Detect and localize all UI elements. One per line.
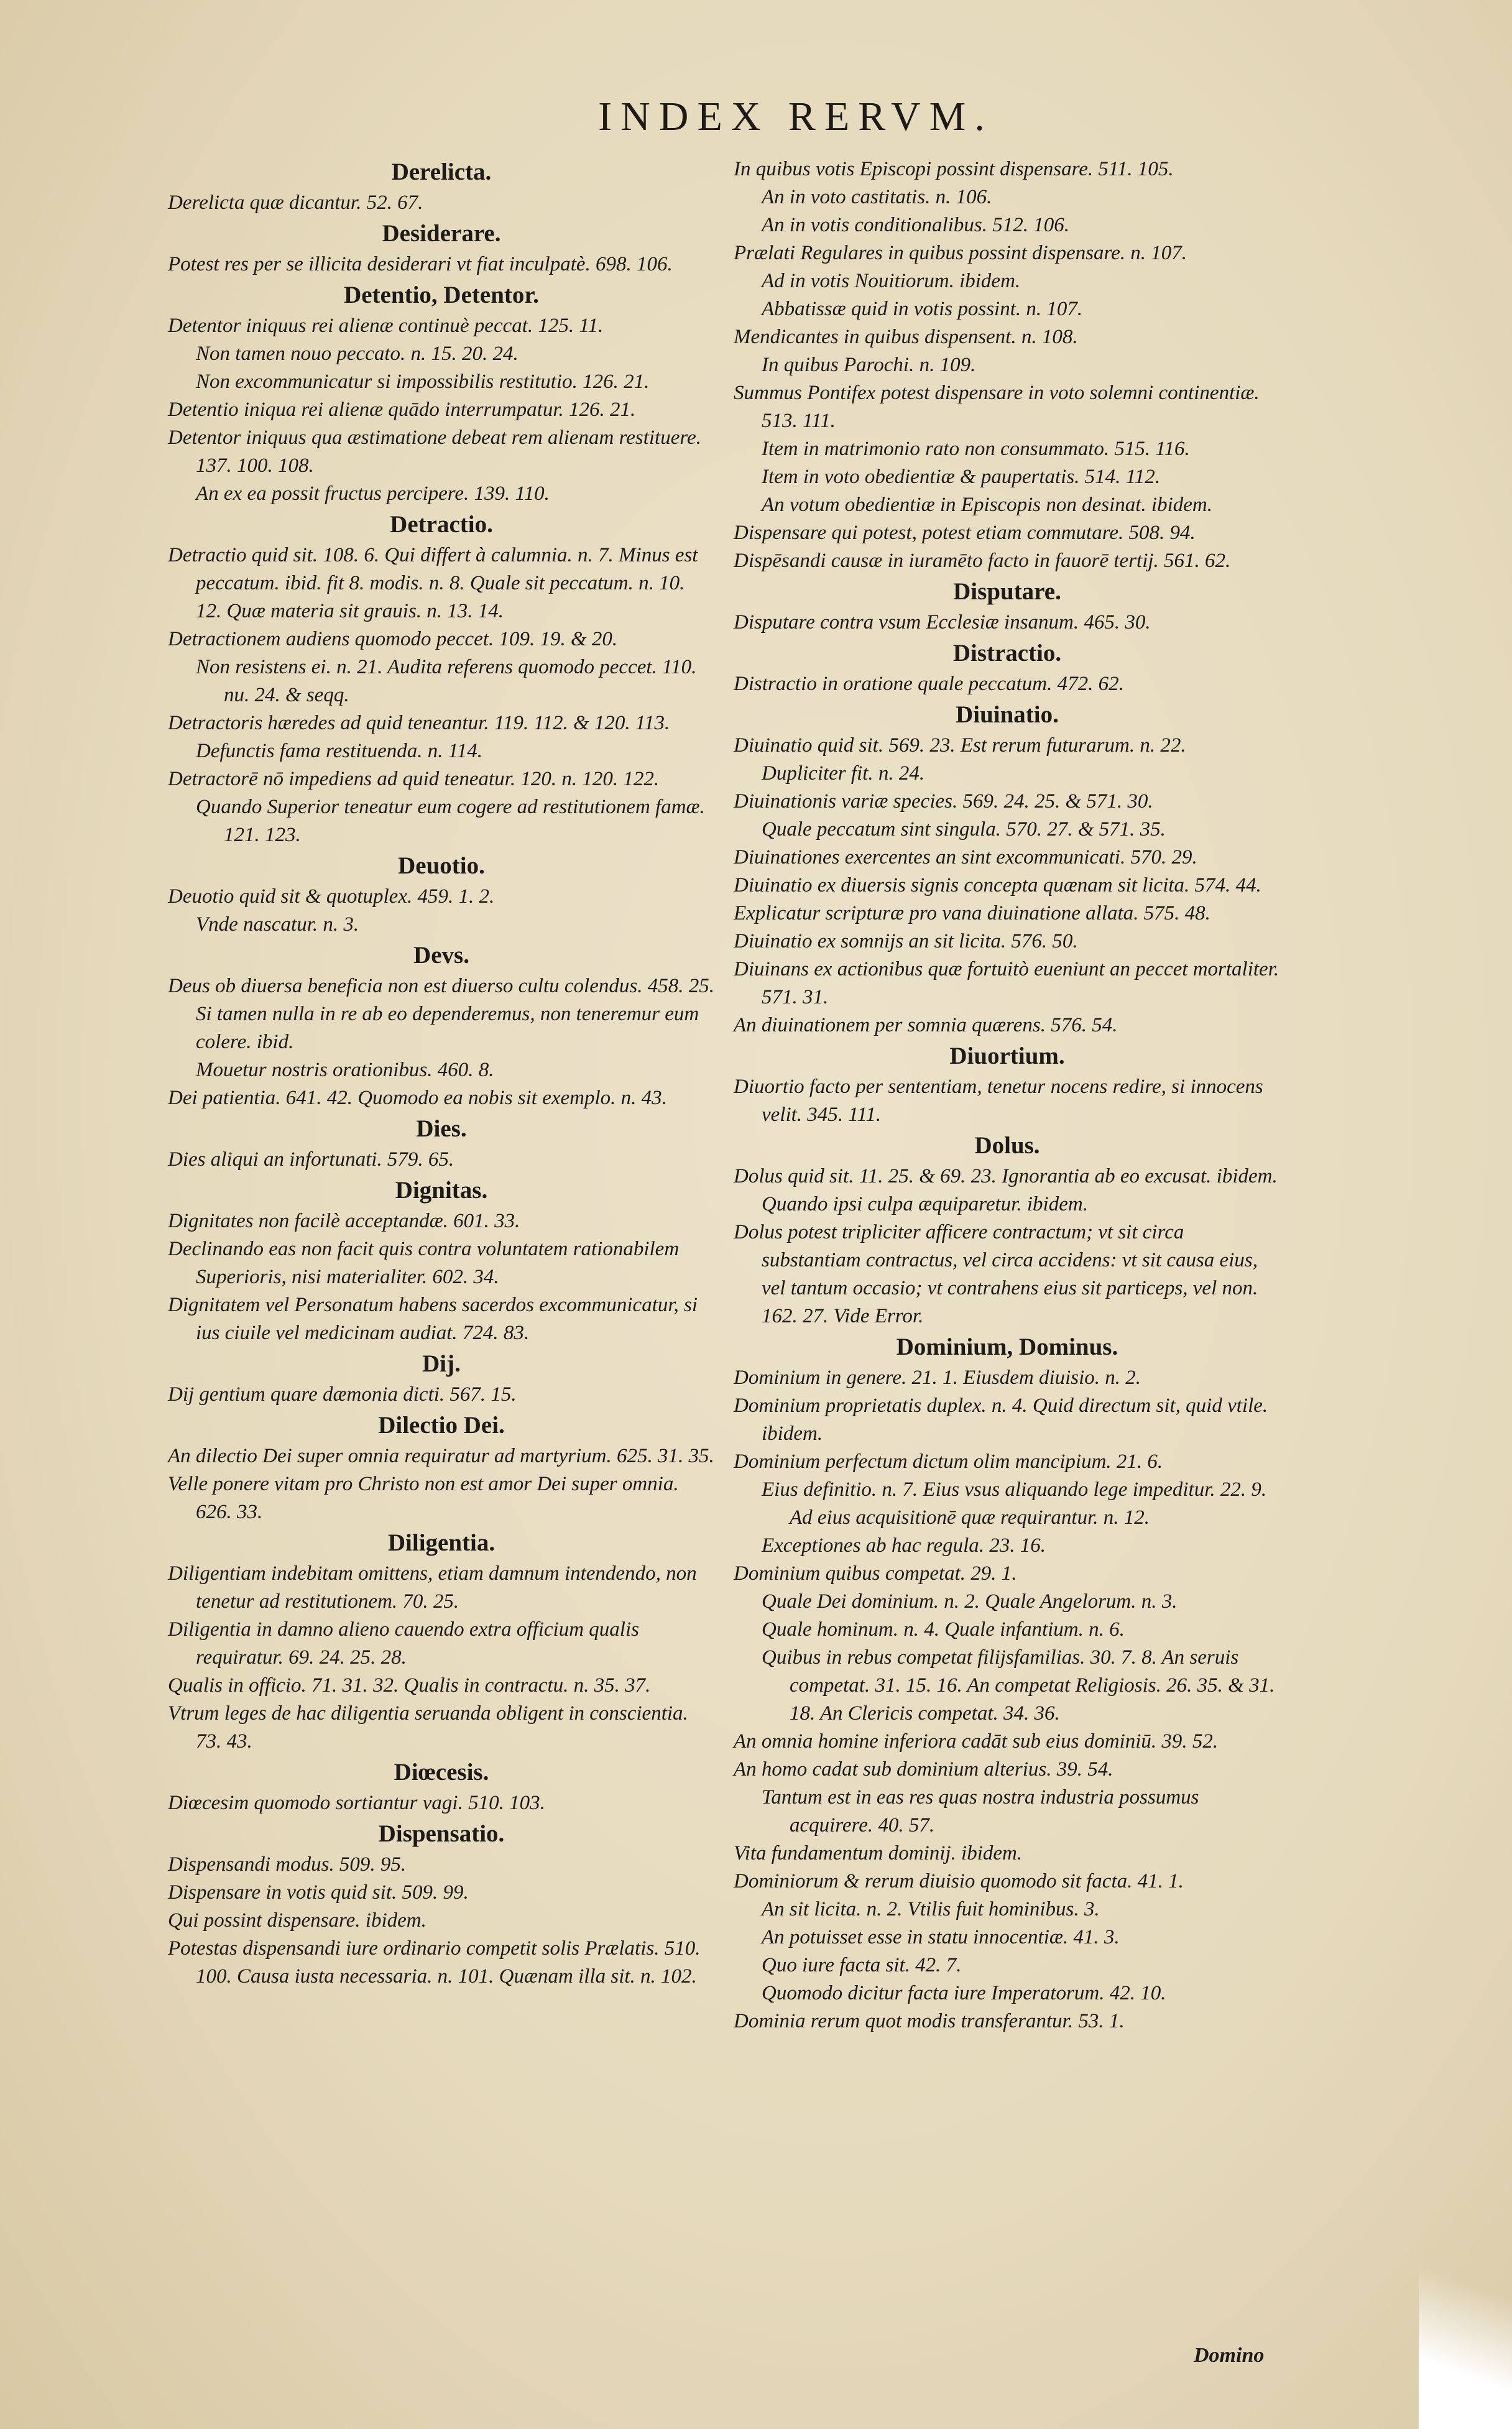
index-entry: Detractorē nō impediens ad quid teneatur. 120. n. 120. 122. bbox=[168, 768, 660, 790]
index-entry: Diuinatio ex diuersis signis concepta quænam sit licita. 574. 44. bbox=[734, 874, 1261, 896]
running-header: INDEX RERVM. bbox=[598, 94, 993, 139]
index-entry: Potest res per se illicita desiderari vt fiat inculpatè. 698. 106. bbox=[168, 253, 673, 275]
index-entry: Item in matrimonio rato non consummato. 515. 116. bbox=[762, 438, 1190, 460]
index-entry: Qualis in officio. 71. 31. 32. Qualis in contractu. n. 35. 37. bbox=[168, 1674, 651, 1697]
index-entry: Dolus potest tripliciter afficere contractum; vt sit circa substantiam contractus, vel circa accidens: vt sit causa eius, vel tantum occasio; vt contrahens eius sit particeps, vel non. 162. 27. Vide Error. bbox=[734, 1221, 1258, 1327]
index-entry: Dij gentium quare dæmonia dicti. 567. 15. bbox=[168, 1383, 517, 1406]
torn-corner bbox=[1419, 2230, 1512, 2429]
index-entry: Dominium proprietatis duplex. n. 4. Quid directum sit, quid vtile. ibidem. bbox=[734, 1394, 1268, 1445]
index-entry: An diuinationem per somnia quærens. 576. 54. bbox=[734, 1014, 1118, 1036]
index-heading: Dispensatio. bbox=[378, 1820, 505, 1847]
index-entry: Tantum est in eas res quas nostra industria possumus acquirere. 40. 57. bbox=[762, 1786, 1199, 1837]
index-entry: Disputare contra vsum Ecclesiæ insanum. 465. 30. bbox=[734, 611, 1151, 634]
index-entry: An ex ea possit fructus percipere. 139. 110. bbox=[196, 482, 550, 505]
index-entry: Detentor iniquus rei alienæ continuè peccat. 125. 11. bbox=[168, 315, 604, 337]
index-heading: Detractio. bbox=[390, 511, 493, 538]
index-entry: Dispēsandi causæ in iuramēto facto in fauorē tertij. 561. 62. bbox=[734, 550, 1231, 572]
index-entry: Diuinatio ex somnijs an sit licita. 576. 50. bbox=[734, 930, 1078, 952]
index-entry: Abbatissæ quid in votis possint. n. 107. bbox=[762, 298, 1083, 320]
index-entry: Explicatur scripturæ pro vana diuinatione allata. 575. 48. bbox=[734, 902, 1210, 924]
index-heading: Detentio, Detentor. bbox=[344, 282, 539, 308]
index-entry: Dignitatem vel Personatum habens sacerdos excommunicatur, si ius ciuile vel medicinam audiat. 724. 83. bbox=[168, 1294, 698, 1344]
index-heading: Dij. bbox=[422, 1350, 461, 1377]
index-entry: Detractionem audiens quomodo peccet. 109. 19. & 20. bbox=[168, 628, 618, 650]
index-entry: Quo iure facta sit. 42. 7. bbox=[762, 1954, 962, 1976]
index-entry: Detractio quid sit. 108. 6. Qui differt à calumnia. n. 7. Minus est peccatum. ibid. fit 8. modis. n. 8. Quale sit peccatum. n. 10. 12. Quæ materia sit grauis. n. 13. 14. bbox=[168, 544, 698, 622]
index-entry: An sit licita. n. 2. Vtilis fuit hominibus. 3. bbox=[762, 1898, 1100, 1920]
index-entry: Defunctis fama restituenda. n. 114. bbox=[196, 740, 483, 762]
index-entry: Quibus in rebus competat filijsfamilias. 30. 7. 8. An seruis competat. 31. 15. 16. An competat Religiosis. 26. 35. & 31. 18. An Clericis competat. 34. 36. bbox=[762, 1646, 1275, 1725]
index-entry: Diuinationis variæ species. 569. 24. 25. & 571. 30. bbox=[734, 790, 1153, 813]
index-entry: Vnde nascatur. n. 3. bbox=[196, 913, 359, 936]
index-entry: Dominiorum & rerum diuisio quomodo sit facta. 41. 1. bbox=[734, 1870, 1184, 1892]
index-entry: In quibus Parochi. n. 109. bbox=[762, 354, 976, 376]
index-entry: Summus Pontifex potest dispensare in voto solemni continentiæ. 513. 111. bbox=[734, 382, 1260, 432]
index-heading: Deuotio. bbox=[398, 852, 485, 879]
index-entry: Non tamen nouo peccato. n. 15. 20. 24. bbox=[196, 343, 519, 365]
index-entry: Dei patientia. 641. 42. Quomodo ea nobis sit exemplo. n. 43. bbox=[168, 1087, 667, 1109]
index-entry: Eius definitio. n. 7. Eius vsus aliquando lege impeditur. 22. 9. Ad eius acquisitionē quæ requirantur. n. 12. bbox=[762, 1478, 1267, 1529]
index-heading: Dolus. bbox=[974, 1132, 1040, 1159]
index-entry: Dignitates non facilè acceptandæ. 601. 33. bbox=[168, 1210, 520, 1232]
index-entry: Mouetur nostris orationibus. 460. 8. bbox=[196, 1059, 494, 1081]
index-entry: Deuotio quid sit & quotuplex. 459. 1. 2. bbox=[168, 885, 495, 908]
index-entry: Quale hominum. n. 4. Quale infantium. n. 6. bbox=[762, 1618, 1125, 1641]
index-entry: An in voto castitatis. n. 106. bbox=[762, 186, 992, 208]
index-entry: Prælati Regulares in quibus possint dispensare. n. 107. bbox=[734, 242, 1187, 264]
index-entry: Mendicantes in quibus dispensent. n. 108. bbox=[734, 326, 1078, 348]
index-entry: Diuinans ex actionibus quæ fortuitò eueniunt an peccet mortaliter. 571. 31. bbox=[734, 958, 1279, 1008]
index-entry: Quando Superior teneatur eum cogere ad restitutionem famæ. 121. 123. bbox=[196, 796, 705, 846]
catchword: Domino bbox=[1194, 2344, 1265, 2367]
index-entry: Diligentiam indebitam omittens, etiam damnum intendendo, non tenetur ad restitutionem. 70. 25. bbox=[168, 1562, 697, 1613]
index-entry: Non excommunicatur si impossibilis restitutio. 126. 21. bbox=[196, 371, 650, 393]
index-entry: Dolus quid sit. 11. 25. & 69. 23. Ignorantia ab eo excusat. ibidem. Quando ipsi culpa æquiparetur. ibidem. bbox=[734, 1165, 1278, 1215]
index-entry: Dominium quibus competat. 29. 1. bbox=[734, 1562, 1017, 1585]
index-entry: Vtrum leges de hac diligentia seruanda obligent in conscientia. 73. 43. bbox=[168, 1702, 688, 1753]
index-heading: Diœcesis. bbox=[394, 1759, 489, 1786]
index-heading: Diuinatio. bbox=[956, 701, 1059, 728]
index-entry: Dispensare in votis quid sit. 509. 99. bbox=[168, 1881, 469, 1904]
index-heading: Derelicta. bbox=[391, 159, 492, 185]
index-entry: Distractio in oratione quale peccatum. 472. 62. bbox=[734, 673, 1124, 695]
index-entry: In quibus votis Episcopi possint dispensare. 511. 105. bbox=[734, 158, 1174, 180]
index-heading: Desiderare. bbox=[382, 220, 501, 247]
index-entry: Diuinationes exercentes an sint excommunicati. 570. 29. bbox=[734, 846, 1197, 869]
index-entry: Potestas dispensandi iure ordinario competit solis Prælatis. 510. 100. Causa iusta necessaria. n. 101. Quænam illa sit. n. 102. bbox=[168, 1937, 701, 1988]
index-entry: Item in voto obedientiæ & paupertatis. 514. 112. bbox=[762, 466, 1160, 488]
index-entry: An votum obedientiæ in Episcopis non desinat. ibidem. bbox=[762, 494, 1213, 516]
index-entry: Non resistens ei. n. 21. Audita referens quomodo peccet. 110. nu. 24. & seqq. bbox=[196, 656, 697, 706]
index-heading: Devs. bbox=[413, 942, 469, 969]
index-entry: Dominium in genere. 21. 1. Eiusdem diuisio. n. 2. bbox=[734, 1367, 1141, 1389]
index-entry: Detentio iniqua rei alienæ quādo interrumpatur. 126. 21. bbox=[168, 399, 636, 421]
index-entry: Exceptiones ab hac regula. 23. 16. bbox=[762, 1534, 1046, 1557]
index-entry: Declinando eas non facit quis contra voluntatem rationabilem Superioris, nisi materialiter. 602. 34. bbox=[168, 1238, 680, 1288]
left-column bbox=[168, 155, 715, 1991]
index-entry: Dupliciter fit. n. 24. bbox=[762, 762, 925, 785]
index-entry: Quale peccatum sint singula. 570. 27. & 571. 35. bbox=[762, 818, 1166, 841]
index-entry: Dominium perfectum dictum olim mancipium. 21. 6. bbox=[734, 1450, 1163, 1473]
index-entry: Diuinatio quid sit. 569. 23. Est rerum futurarum. n. 22. bbox=[734, 734, 1186, 757]
index-heading: Distractio. bbox=[952, 640, 1062, 666]
index-heading: Diuortium. bbox=[949, 1043, 1065, 1069]
index-entry: Velle ponere vitam pro Christo non est amor Dei super omnia. 626. 33. bbox=[168, 1473, 679, 1523]
index-entry: An homo cadat sub dominium alterius. 39. 54. bbox=[734, 1758, 1113, 1781]
index-entry: Detentor iniquus qua æstimatione debeat rem alienam restituere. 137. 100. 108. bbox=[168, 426, 701, 477]
index-heading: Dominium, Dominus. bbox=[896, 1334, 1118, 1360]
index-entry: An potuisset esse in statu innocentiæ. 41. 3. bbox=[762, 1926, 1120, 1948]
index-entry: Ad in votis Nouitiorum. ibidem. bbox=[762, 270, 1021, 292]
index-entry: An omnia homine inferiora cadāt sub eius dominiū. 39. 52. bbox=[734, 1730, 1219, 1753]
index-entry: Detractoris hæredes ad quid teneantur. 119. 112. & 120. 113. bbox=[168, 712, 670, 734]
index-entry: Quale Dei dominium. n. 2. Quale Angelorum. n. 3. bbox=[762, 1590, 1178, 1613]
index-entry: Deus ob diuersa beneficia non est diuerso cultu colendus. 458. 25. Si tamen nulla in re ab eo dependeremus, non teneremur eum colere. ibid. bbox=[168, 975, 714, 1053]
index-entry: Qui possint dispensare. ibidem. bbox=[168, 1909, 426, 1932]
index-entry: An dilectio Dei super omnia requiratur ad martyrium. 625. 31. 35. bbox=[168, 1445, 714, 1467]
index-entry: Dispensare qui potest, potest etiam commutare. 508. 94. bbox=[734, 522, 1196, 544]
index-entry: Quomodo dicitur facta iure Imperatorum. 42. 10. bbox=[762, 1982, 1166, 2004]
index-entry: Diligentia in damno alieno cauendo extra officium qualis requiratur. 69. 24. 25. 28. bbox=[168, 1618, 639, 1669]
index-heading: Dilectio Dei. bbox=[378, 1412, 505, 1439]
index-entry: An in votis conditionalibus. 512. 106. bbox=[762, 214, 1069, 236]
index-heading: Diligentia. bbox=[387, 1529, 496, 1556]
index-entry: Diœcesim quomodo sortiantur vagi. 510. 103. bbox=[168, 1792, 545, 1814]
index-entry: Dies aliqui an infortunati. 579. 65. bbox=[168, 1148, 454, 1171]
index-entry: Vita fundamentum dominij. ibidem. bbox=[734, 1842, 1023, 1864]
index-heading: Dignitas. bbox=[395, 1177, 488, 1204]
index-heading: Dies. bbox=[416, 1115, 467, 1142]
index-entry: Dispensandi modus. 509. 95. bbox=[168, 1853, 407, 1876]
index-entry: Derelicta quæ dicantur. 52. 67. bbox=[168, 191, 423, 214]
index-entry: Dominia rerum quot modis transferantur. 53. 1. bbox=[734, 2010, 1125, 2032]
right-column bbox=[734, 155, 1281, 2035]
index-entry: Diuortio facto per sententiam, tenetur nocens redire, si innocens velit. 345. 111. bbox=[734, 1076, 1263, 1126]
index-heading: Disputare. bbox=[953, 578, 1061, 605]
